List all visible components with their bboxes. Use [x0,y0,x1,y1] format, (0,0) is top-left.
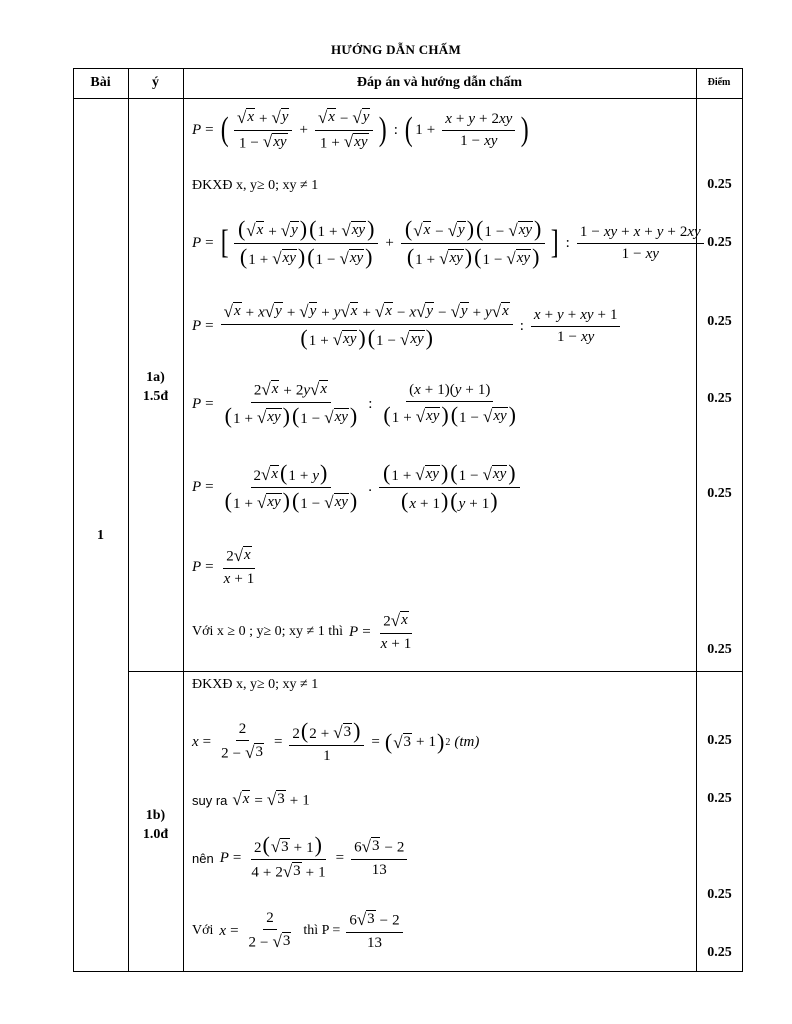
tm-note: (tm) [454,733,480,750]
doc-title: HƯỚNG DẪN CHẤM [330,42,462,57]
score-a-3: 0.25 [707,314,732,329]
score-b-4: 0.25 [707,945,732,960]
table-border-right [742,68,743,971]
formula-b-3: nên P = 2( √ 3 + 1) 4 + 2 √ 3 + 1 = 6 √ 3 − 2 13 [192,829,410,887]
score-a-4: 0.25 [707,391,732,406]
formula-a-4: P = 2 √ x + 2y √ x (1 + √ xy )(1 − √ xy ) : (x + 1)(y + 1) (1 + √ xy )(1 − √ xy ) [192,379,516,428]
table-border-left [73,68,74,971]
header-divider [73,98,743,99]
header-score: Điểm [707,77,731,88]
conclusion-a-text: Với x ≥ 0 ; y≥ 0; xy ≠ 1 thì [192,624,344,639]
col-divider-answer [183,68,184,971]
score-b-1: 0.25 [707,733,732,748]
part-a-points: 1.5đ [142,389,169,404]
score-a-6: 0.25 [707,642,732,657]
col-divider-score [696,68,697,971]
suy-ra-text: suy ra [192,792,228,808]
part-divider [128,671,743,672]
part-a-label [128,368,183,406]
part-a-id: 1a) [146,370,165,385]
formula-a-1: P = ( √ x + √ y 1 − √ xy + √ x − √ y 1 + √ xy ) : ( 1 + $\frac{x + y + 2xy}{1 - xy}$ ) [192,107,529,151]
formula-a-2: P = [ ( √ x + √ y )(1 + √ xy ) (1 + √ xy )(1 − √ xy ) + ( √ x − √ y )(1 − √ xy ) (1 + √ xy )(1 − √ xy ) ] : $\frac{1 - xy + x + y + 2xy}{1 - xy}$ [192,214,707,272]
conclusion-a: Với x ≥ 0 ; y≥ 0; xy ≠ 1 thì P = 2 √ x x + 1 [192,610,412,652]
table-border-bottom [73,971,743,972]
formula-a-5: P = 2 √ x (1 + y) (1 + √ xy )(1 − √ xy ) . (1 + √ xy )(1 − √ xy ) (x + 1)(y + 1) [192,458,523,516]
part-b-label [128,806,183,844]
header-bai: Bài [90,75,111,90]
conclusion-b: Với x = 2 2 − √ 3 thì P = 6 √ 3 − 2 13 [192,906,406,956]
header-answer: Đáp án và hướng dẫn chấm [356,75,523,90]
header-y: ý [152,75,159,90]
dkxd-b: ĐKXĐ x, y≥ 0; xy ≠ 1 [192,677,319,692]
bai-number: 1 [97,528,104,543]
score-b-2: 0.25 [707,791,732,806]
formula-a-3: P = √ x + x √ y + √ y + y √ x + √ x − x √ y − √ y + y √ x (1 + √ xy )(1 − √ xy ) : $\frac{x + y + xy + 1}{1 - xy}$ [192,297,623,355]
score-a-1: 0.25 [707,177,732,192]
voi-text: Với [192,923,214,938]
part-b-id: 1b) [145,808,166,823]
score-b-3: 0.25 [707,887,732,902]
part-b-points: 1.0đ [142,827,169,842]
thi-p-text: thì P = [303,923,341,938]
nen-text: nên [192,850,214,866]
formula-a-6: P = 2 √ x x + 1 [192,545,255,587]
score-a-2: 0.25 [707,235,732,250]
dkxd-a: ĐKXĐ x, y≥ 0; xy ≠ 1 [192,178,319,193]
formula-b-1: x = 2 2 − √ 3 = 2(2 + √ 3 ) 1 = ( √ 3 + 1 ) 2 (tm) [192,717,480,764]
formula-b-2: suy ra √ x = √ 3 + 1 [192,789,310,809]
score-a-5: 0.25 [707,486,732,501]
